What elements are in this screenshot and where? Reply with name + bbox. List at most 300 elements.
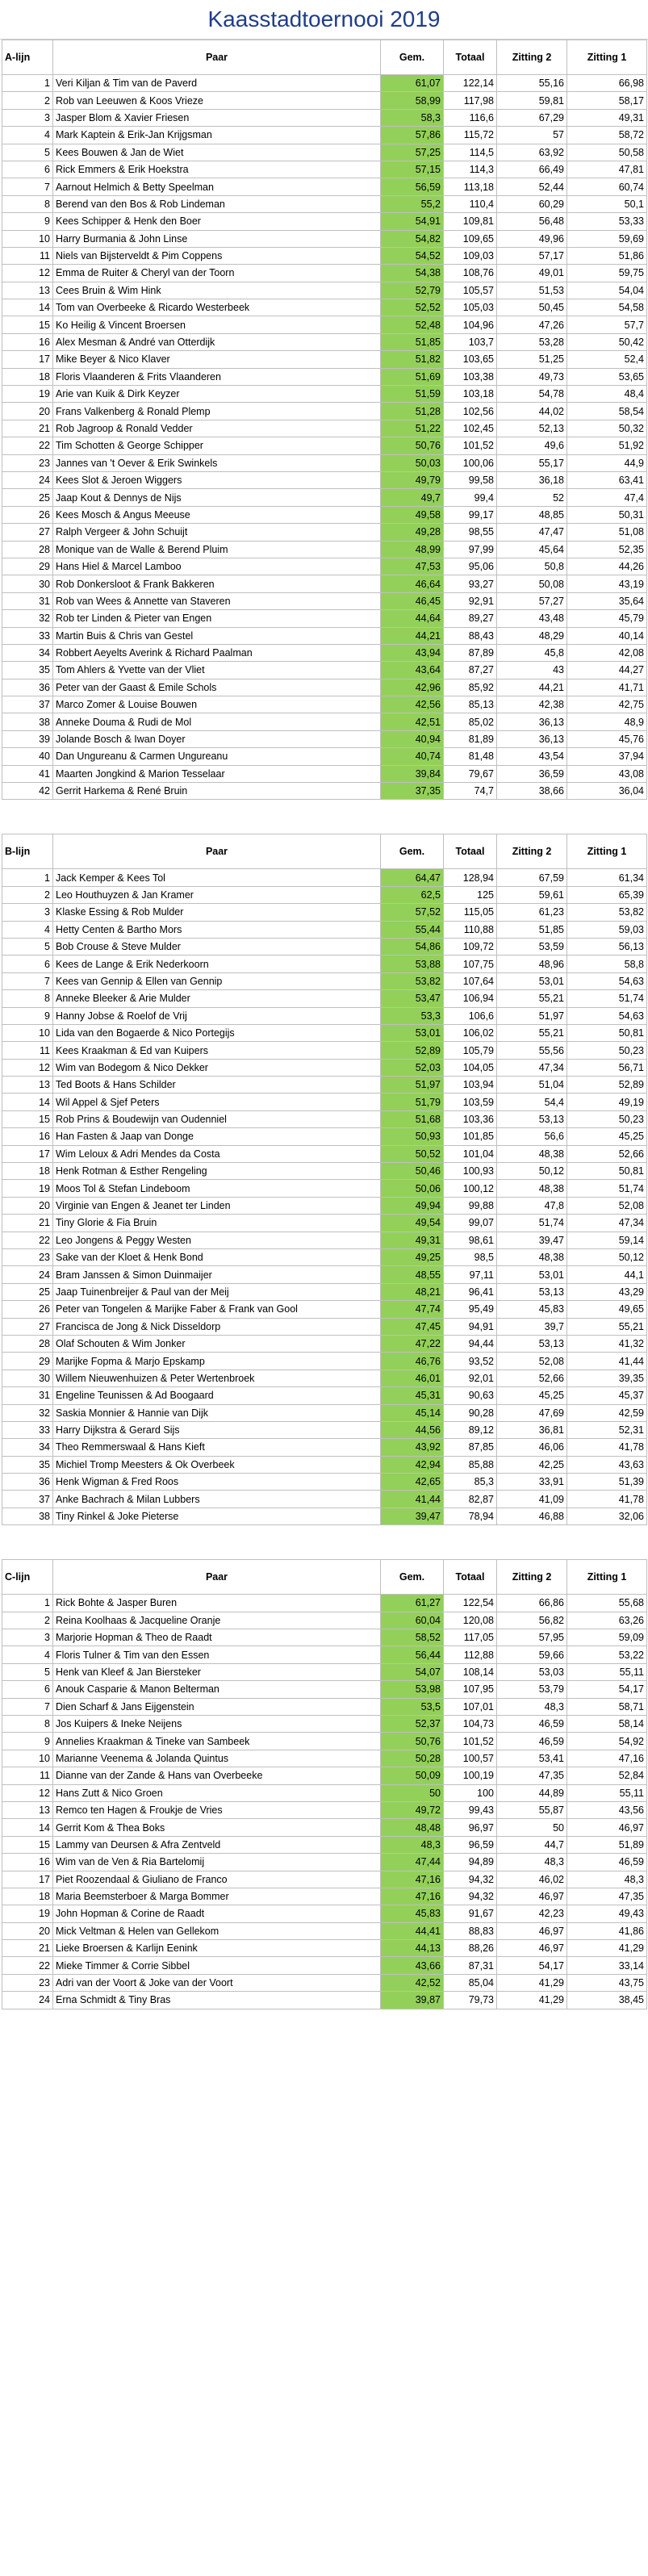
gem-cell: 40,74 [381, 748, 444, 765]
totaal-cell: 97,99 [444, 541, 497, 558]
pair-cell: Rob Jagroop & Ronald Vedder [53, 420, 381, 437]
zitting-2-cell: 42,23 [497, 1905, 567, 1922]
table-row [2, 437, 647, 454]
totaal-cell: 116,6 [444, 109, 497, 126]
zitting-2-cell: 57,27 [497, 592, 567, 609]
rank-cell: 27 [2, 524, 53, 541]
zitting-1-cell: 54,17 [567, 1681, 647, 1698]
gem-cell: 53,98 [381, 1681, 444, 1698]
gem-cell: 37,35 [381, 783, 444, 800]
pair-cell: Saskia Monnier & Hannie van Dijk [53, 1404, 381, 1421]
rank-cell: 31 [2, 592, 53, 609]
zitting-1-cell: 51,92 [567, 437, 647, 454]
pair-cell: Veri Kiljan & Tim van de Paverd [53, 75, 381, 92]
totaal-cell: 74,7 [444, 783, 497, 800]
zitting-1-cell: 42,75 [567, 696, 647, 713]
table-row [2, 1974, 647, 1991]
gem-cell: 51,68 [381, 1110, 444, 1127]
zitting-1-cell: 59,03 [567, 921, 647, 938]
zitting-2-cell: 61,23 [497, 904, 567, 921]
totaal-cell: 113,18 [444, 178, 497, 195]
rank-cell: 11 [2, 247, 53, 264]
table-row [2, 1077, 647, 1094]
pair-cell: Leo Jongens & Peggy Westen [53, 1232, 381, 1248]
zitting-2-cell: 53,13 [497, 1335, 567, 1352]
zitting-2-cell: 60,29 [497, 195, 567, 212]
zitting-1-cell: 46,59 [567, 1854, 647, 1871]
zitting-1-cell: 43,29 [567, 1283, 647, 1300]
gem-cell: 50,76 [381, 1733, 444, 1750]
gem-cell: 54,07 [381, 1663, 444, 1680]
rank-cell: 25 [2, 489, 53, 506]
rank-cell: 10 [2, 1750, 53, 1767]
table-row [2, 1663, 647, 1680]
zitting-1-cell: 66,98 [567, 75, 647, 92]
zitting-2-cell: 44,7 [497, 1836, 567, 1853]
totaal-cell: 88,83 [444, 1922, 497, 1939]
zitting-2-cell: 39,47 [497, 1232, 567, 1248]
totaal-cell: 99,58 [444, 471, 497, 488]
pair-cell: Kees Schipper & Henk den Boer [53, 213, 381, 230]
pair-cell: Remco ten Hagen & Froukje de Vries [53, 1801, 381, 1818]
gem-cell: 43,66 [381, 1957, 444, 1974]
zitting-1-cell: 50,81 [567, 1163, 647, 1180]
table-row [2, 1646, 647, 1663]
gem-cell: 53,3 [381, 1007, 444, 1024]
zitting-2-cell: 55,17 [497, 454, 567, 471]
pair-cell: Adri van der Voort & Joke van der Voort [53, 1974, 381, 1991]
zitting-1-cell: 53,33 [567, 213, 647, 230]
gem-cell: 54,52 [381, 247, 444, 264]
totaal-cell: 96,97 [444, 1819, 497, 1836]
totaal-cell: 105,03 [444, 299, 497, 316]
gem-cell: 53,47 [381, 990, 444, 1007]
totaal-cell: 108,14 [444, 1663, 497, 1680]
zitting-2-cell: 59,66 [497, 1646, 567, 1663]
zitting-2-cell: 51,85 [497, 921, 567, 938]
zitting-1-cell: 55,21 [567, 1318, 647, 1335]
totaal-cell: 114,5 [444, 144, 497, 161]
totaal-cell: 100,19 [444, 1767, 497, 1784]
pair-cell: Rob ter Linden & Pieter van Engen [53, 610, 381, 627]
gem-cell: 42,96 [381, 679, 444, 696]
header-paar: Paar [53, 40, 381, 75]
rank-cell: 14 [2, 1094, 53, 1110]
totaal-cell: 85,04 [444, 1974, 497, 1991]
rank-cell: 30 [2, 1370, 53, 1386]
zitting-2-cell: 46,06 [497, 1439, 567, 1456]
zitting-2-cell: 47,47 [497, 524, 567, 541]
gem-cell: 45,31 [381, 1387, 444, 1404]
table-row [2, 213, 647, 230]
pair-cell: Floris Tulner & Tim van den Essen [53, 1646, 381, 1663]
zitting-1-cell: 50,42 [567, 333, 647, 350]
zitting-2-cell: 51,53 [497, 282, 567, 299]
pair-cell: Rob Donkersloot & Frank Bakkeren [53, 575, 381, 592]
zitting-2-cell: 66,86 [497, 1595, 567, 1612]
pair-cell: Wim van Bodegom & Nico Dekker [53, 1059, 381, 1076]
totaal-cell: 102,56 [444, 403, 497, 420]
rank-cell: 16 [2, 333, 53, 350]
rank-cell: 15 [2, 1836, 53, 1853]
gem-cell: 44,56 [381, 1421, 444, 1438]
totaal-cell: 128,94 [444, 869, 497, 886]
totaal-cell: 79,67 [444, 765, 497, 782]
gem-cell: 42,56 [381, 696, 444, 713]
totaal-cell: 109,72 [444, 938, 497, 955]
rank-cell: 19 [2, 386, 53, 403]
zitting-1-cell: 40,14 [567, 627, 647, 644]
zitting-1-cell: 39,35 [567, 1370, 647, 1386]
zitting-1-cell: 55,11 [567, 1784, 647, 1801]
zitting-2-cell: 59,81 [497, 92, 567, 109]
gem-cell: 48,55 [381, 1266, 444, 1283]
pair-cell: Anouk Casparie & Manon Belterman [53, 1681, 381, 1698]
totaal-cell: 106,94 [444, 990, 497, 1007]
table-row [2, 1232, 647, 1248]
pair-cell: Kees Slot & Jeroen Wiggers [53, 471, 381, 488]
gem-cell: 57,86 [381, 127, 444, 144]
rank-cell: 23 [2, 1974, 53, 1991]
gem-cell: 44,21 [381, 627, 444, 644]
totaal-cell: 95,49 [444, 1301, 497, 1318]
gem-cell: 48,48 [381, 1819, 444, 1836]
rank-cell: 18 [2, 1163, 53, 1180]
rank-cell: 28 [2, 541, 53, 558]
table-header [2, 1560, 647, 1595]
rank-cell: 38 [2, 1508, 53, 1524]
pair-cell: Hanny Jobse & Roelof de Vrij [53, 1007, 381, 1024]
table-row [2, 506, 647, 523]
header-gem: Gem. [381, 834, 444, 869]
pair-cell: Rob Prins & Boudewijn van Oudenniel [53, 1110, 381, 1127]
pair-cell: Jos Kuipers & Ineke Neijens [53, 1715, 381, 1732]
zitting-2-cell: 50,8 [497, 558, 567, 575]
pair-cell: Cees Bruin & Wim Hink [53, 282, 381, 299]
table-row [2, 1801, 647, 1818]
zitting-2-cell: 49,96 [497, 230, 567, 247]
table-row [2, 1456, 647, 1473]
totaal-cell: 94,32 [444, 1888, 497, 1905]
zitting-2-cell: 48,38 [497, 1145, 567, 1162]
zitting-1-cell: 41,86 [567, 1922, 647, 1939]
zitting-1-cell: 63,26 [567, 1612, 647, 1629]
pair-cell: Marjorie Hopman & Theo de Raadt [53, 1629, 381, 1646]
rank-cell: 19 [2, 1905, 53, 1922]
header-totaal: Totaal [444, 834, 497, 869]
totaal-cell: 107,95 [444, 1681, 497, 1698]
zitting-2-cell: 44,02 [497, 403, 567, 420]
gem-cell: 60,04 [381, 1612, 444, 1629]
pair-cell: Henk van Kleef & Jan Biersteker [53, 1663, 381, 1680]
zitting-1-cell: 54,04 [567, 282, 647, 299]
totaal-cell: 81,48 [444, 748, 497, 765]
rank-cell: 12 [2, 1784, 53, 1801]
pair-cell: Jack Kemper & Kees Tol [53, 869, 381, 886]
zitting-1-cell: 45,37 [567, 1387, 647, 1404]
rank-cell: 9 [2, 213, 53, 230]
zitting-1-cell: 42,08 [567, 644, 647, 661]
rank-cell: 29 [2, 1353, 53, 1370]
pair-cell: Peter van der Gaast & Emile Schols [53, 679, 381, 696]
totaal-cell: 106,02 [444, 1024, 497, 1041]
table-row [2, 1283, 647, 1300]
zitting-2-cell: 53,13 [497, 1283, 567, 1300]
pair-cell: Annelies Kraakman & Tineke van Sambeek [53, 1733, 381, 1750]
section-label: C-lijn [2, 1560, 53, 1595]
table-row [2, 454, 647, 471]
totaal-cell: 102,45 [444, 420, 497, 437]
zitting-1-cell: 41,44 [567, 1353, 647, 1370]
gem-cell: 52,79 [381, 282, 444, 299]
pair-cell: Moos Tol & Stefan Lindeboom [53, 1180, 381, 1197]
zitting-2-cell: 48,3 [497, 1854, 567, 1871]
rank-cell: 8 [2, 990, 53, 1007]
gem-cell: 49,28 [381, 524, 444, 541]
totaal-cell: 100,57 [444, 1750, 497, 1767]
rank-cell: 30 [2, 575, 53, 592]
gem-cell: 46,76 [381, 1353, 444, 1370]
zitting-1-cell: 52,89 [567, 1077, 647, 1094]
pair-cell: Reina Koolhaas & Jacqueline Oranje [53, 1612, 381, 1629]
table-row [2, 1439, 647, 1456]
header-zitting-1: Zitting 1 [567, 834, 647, 869]
table-row [2, 627, 647, 644]
pair-cell: Ted Boots & Hans Schilder [53, 1077, 381, 1094]
table-row [2, 1145, 647, 1162]
totaal-cell: 100,93 [444, 1163, 497, 1180]
rank-cell: 11 [2, 1042, 53, 1059]
totaal-cell: 115,05 [444, 904, 497, 921]
pair-cell: Dien Scharf & Jans Eijgenstein [53, 1698, 381, 1715]
gem-cell: 54,38 [381, 265, 444, 282]
zitting-2-cell: 52,13 [497, 420, 567, 437]
rank-cell: 18 [2, 1888, 53, 1905]
totaal-cell: 99,4 [444, 489, 497, 506]
gem-cell: 47,53 [381, 558, 444, 575]
zitting-1-cell: 51,89 [567, 1836, 647, 1853]
zitting-1-cell: 47,34 [567, 1215, 647, 1232]
pair-cell: Anneke Douma & Rudi de Mol [53, 713, 381, 730]
zitting-2-cell: 45,25 [497, 1387, 567, 1404]
zitting-1-cell: 43,19 [567, 575, 647, 592]
table-row [2, 1940, 647, 1957]
table-row [2, 1871, 647, 1888]
zitting-1-cell: 52,35 [567, 541, 647, 558]
zitting-2-cell: 38,66 [497, 783, 567, 800]
totaal-cell: 96,41 [444, 1283, 497, 1300]
pair-cell: Ralph Vergeer & John Schuijt [53, 524, 381, 541]
totaal-cell: 85,02 [444, 713, 497, 730]
totaal-cell: 85,88 [444, 1456, 497, 1473]
zitting-2-cell: 53,01 [497, 972, 567, 989]
gem-cell: 52,52 [381, 299, 444, 316]
zitting-1-cell: 45,25 [567, 1128, 647, 1145]
zitting-2-cell: 53,28 [497, 333, 567, 350]
gem-cell: 56,44 [381, 1646, 444, 1663]
zitting-2-cell: 33,91 [497, 1474, 567, 1491]
totaal-cell: 98,55 [444, 524, 497, 541]
gem-cell: 44,41 [381, 1922, 444, 1939]
totaal-cell: 85,13 [444, 696, 497, 713]
gem-cell: 51,82 [381, 351, 444, 368]
pair-cell: Maarten Jongkind & Marion Tesselaar [53, 765, 381, 782]
table-row [2, 1215, 647, 1232]
rank-cell: 21 [2, 1215, 53, 1232]
pair-cell: Engeline Teunissen & Ad Boogaard [53, 1387, 381, 1404]
rank-cell: 32 [2, 610, 53, 627]
zitting-1-cell: 50,32 [567, 420, 647, 437]
table-row [2, 679, 647, 696]
table-row [2, 230, 647, 247]
zitting-2-cell: 52,44 [497, 178, 567, 195]
zitting-1-cell: 41,78 [567, 1491, 647, 1508]
totaal-cell: 87,89 [444, 644, 497, 661]
totaal-cell: 82,87 [444, 1491, 497, 1508]
gem-cell: 50,28 [381, 1750, 444, 1767]
zitting-2-cell: 42,25 [497, 1456, 567, 1473]
zitting-2-cell: 57 [497, 127, 567, 144]
totaal-cell: 120,08 [444, 1612, 497, 1629]
totaal-cell: 106,6 [444, 1007, 497, 1024]
totaal-cell: 117,98 [444, 92, 497, 109]
zitting-2-cell: 54,78 [497, 386, 567, 403]
gem-cell: 48,21 [381, 1283, 444, 1300]
pair-cell: Bob Crouse & Steve Mulder [53, 938, 381, 955]
totaal-cell: 114,3 [444, 161, 497, 178]
pair-cell: Anneke Bleeker & Arie Mulder [53, 990, 381, 1007]
gem-cell: 50,76 [381, 437, 444, 454]
totaal-cell: 110,88 [444, 921, 497, 938]
zitting-1-cell: 59,14 [567, 1232, 647, 1248]
pair-cell: Kees Bouwen & Jan de Wiet [53, 144, 381, 161]
table-row [2, 420, 647, 437]
zitting-2-cell: 51,04 [497, 1077, 567, 1094]
table-row [2, 1819, 647, 1836]
zitting-2-cell: 49,73 [497, 368, 567, 385]
zitting-2-cell: 46,88 [497, 1508, 567, 1524]
gem-cell: 51,22 [381, 420, 444, 437]
gem-cell: 44,64 [381, 610, 444, 627]
table-row [2, 990, 647, 1007]
table-row [2, 351, 647, 368]
pair-cell: John Hopman & Corine de Raadt [53, 1905, 381, 1922]
totaal-cell: 100,06 [444, 454, 497, 471]
pair-cell: Mieke Timmer & Corrie Sibbel [53, 1957, 381, 1974]
rank-cell: 1 [2, 869, 53, 886]
zitting-2-cell: 36,81 [497, 1421, 567, 1438]
pair-cell: Alex Mesman & André van Otterdijk [53, 333, 381, 350]
header-gem: Gem. [381, 40, 444, 75]
totaal-cell: 88,43 [444, 627, 497, 644]
rank-cell: 37 [2, 1491, 53, 1508]
pair-cell: Tiny Rinkel & Joke Pieterse [53, 1508, 381, 1524]
table-row [2, 1698, 647, 1715]
table-row [2, 644, 647, 661]
totaal-cell: 122,54 [444, 1595, 497, 1612]
totaal-cell: 103,7 [444, 333, 497, 350]
pair-cell: Sake van der Kloet & Henk Bond [53, 1249, 381, 1266]
pair-cell: Lida van den Bogaerde & Nico Portegijs [53, 1024, 381, 1041]
totaal-cell: 125 [444, 886, 497, 903]
zitting-1-cell: 47,81 [567, 161, 647, 178]
table-row [2, 904, 647, 921]
rank-cell: 6 [2, 956, 53, 972]
rank-cell: 17 [2, 351, 53, 368]
header-paar: Paar [53, 1560, 381, 1595]
zitting-1-cell: 49,19 [567, 1094, 647, 1110]
table-row [2, 195, 647, 212]
pair-cell: Lieke Broersen & Karlijn Eenink [53, 1940, 381, 1957]
zitting-1-cell: 47,4 [567, 489, 647, 506]
table-row [2, 386, 647, 403]
header-zitting-2: Zitting 2 [497, 1560, 567, 1595]
rank-cell: 37 [2, 696, 53, 713]
pair-cell: Marijke Fopma & Marjo Epskamp [53, 1353, 381, 1370]
zitting-2-cell: 43,54 [497, 748, 567, 765]
zitting-1-cell: 58,72 [567, 127, 647, 144]
zitting-1-cell: 52,66 [567, 1145, 647, 1162]
rank-cell: 15 [2, 1110, 53, 1127]
gem-cell: 51,79 [381, 1094, 444, 1110]
gem-cell: 47,44 [381, 1854, 444, 1871]
pair-cell: Han Fasten & Jaap van Donge [53, 1128, 381, 1145]
rank-cell: 20 [2, 1197, 53, 1214]
zitting-1-cell: 48,3 [567, 1871, 647, 1888]
zitting-2-cell: 48,38 [497, 1180, 567, 1197]
rank-cell: 22 [2, 437, 53, 454]
zitting-1-cell: 44,26 [567, 558, 647, 575]
totaal-cell: 101,85 [444, 1128, 497, 1145]
gem-cell: 42,94 [381, 1456, 444, 1473]
rank-cell: 22 [2, 1957, 53, 1974]
table-row [2, 1197, 647, 1214]
pair-cell: Peter van Tongelen & Marijke Faber & Frank van Gool [53, 1301, 381, 1318]
zitting-1-cell: 41,32 [567, 1335, 647, 1352]
zitting-1-cell: 41,71 [567, 679, 647, 696]
gem-cell: 43,94 [381, 644, 444, 661]
pair-cell: Frans Valkenberg & Ronald Plemp [53, 403, 381, 420]
zitting-2-cell: 57,17 [497, 247, 567, 264]
zitting-1-cell: 49,31 [567, 109, 647, 126]
zitting-1-cell: 48,4 [567, 386, 647, 403]
rank-cell: 13 [2, 1801, 53, 1818]
pair-cell: Olaf Schouten & Wim Jonker [53, 1335, 381, 1352]
totaal-cell: 78,94 [444, 1508, 497, 1524]
rank-cell: 16 [2, 1128, 53, 1145]
gem-cell: 49,79 [381, 471, 444, 488]
zitting-2-cell: 46,59 [497, 1715, 567, 1732]
table-row [2, 765, 647, 782]
zitting-1-cell: 43,08 [567, 765, 647, 782]
totaal-cell: 92,91 [444, 592, 497, 609]
zitting-1-cell: 59,75 [567, 265, 647, 282]
gem-cell: 51,59 [381, 386, 444, 403]
gem-cell: 53,88 [381, 956, 444, 972]
zitting-1-cell: 56,71 [567, 1059, 647, 1076]
zitting-2-cell: 46,97 [497, 1922, 567, 1939]
gem-cell: 47,22 [381, 1335, 444, 1352]
pair-cell: Rick Bohte & Jasper Buren [53, 1595, 381, 1612]
zitting-1-cell: 59,09 [567, 1629, 647, 1646]
zitting-2-cell: 52 [497, 489, 567, 506]
gem-cell: 54,82 [381, 230, 444, 247]
table-row [2, 1163, 647, 1180]
totaal-cell: 85,3 [444, 1474, 497, 1491]
zitting-2-cell: 54,17 [497, 1957, 567, 1974]
table-header [2, 40, 647, 75]
zitting-1-cell: 52,08 [567, 1197, 647, 1214]
